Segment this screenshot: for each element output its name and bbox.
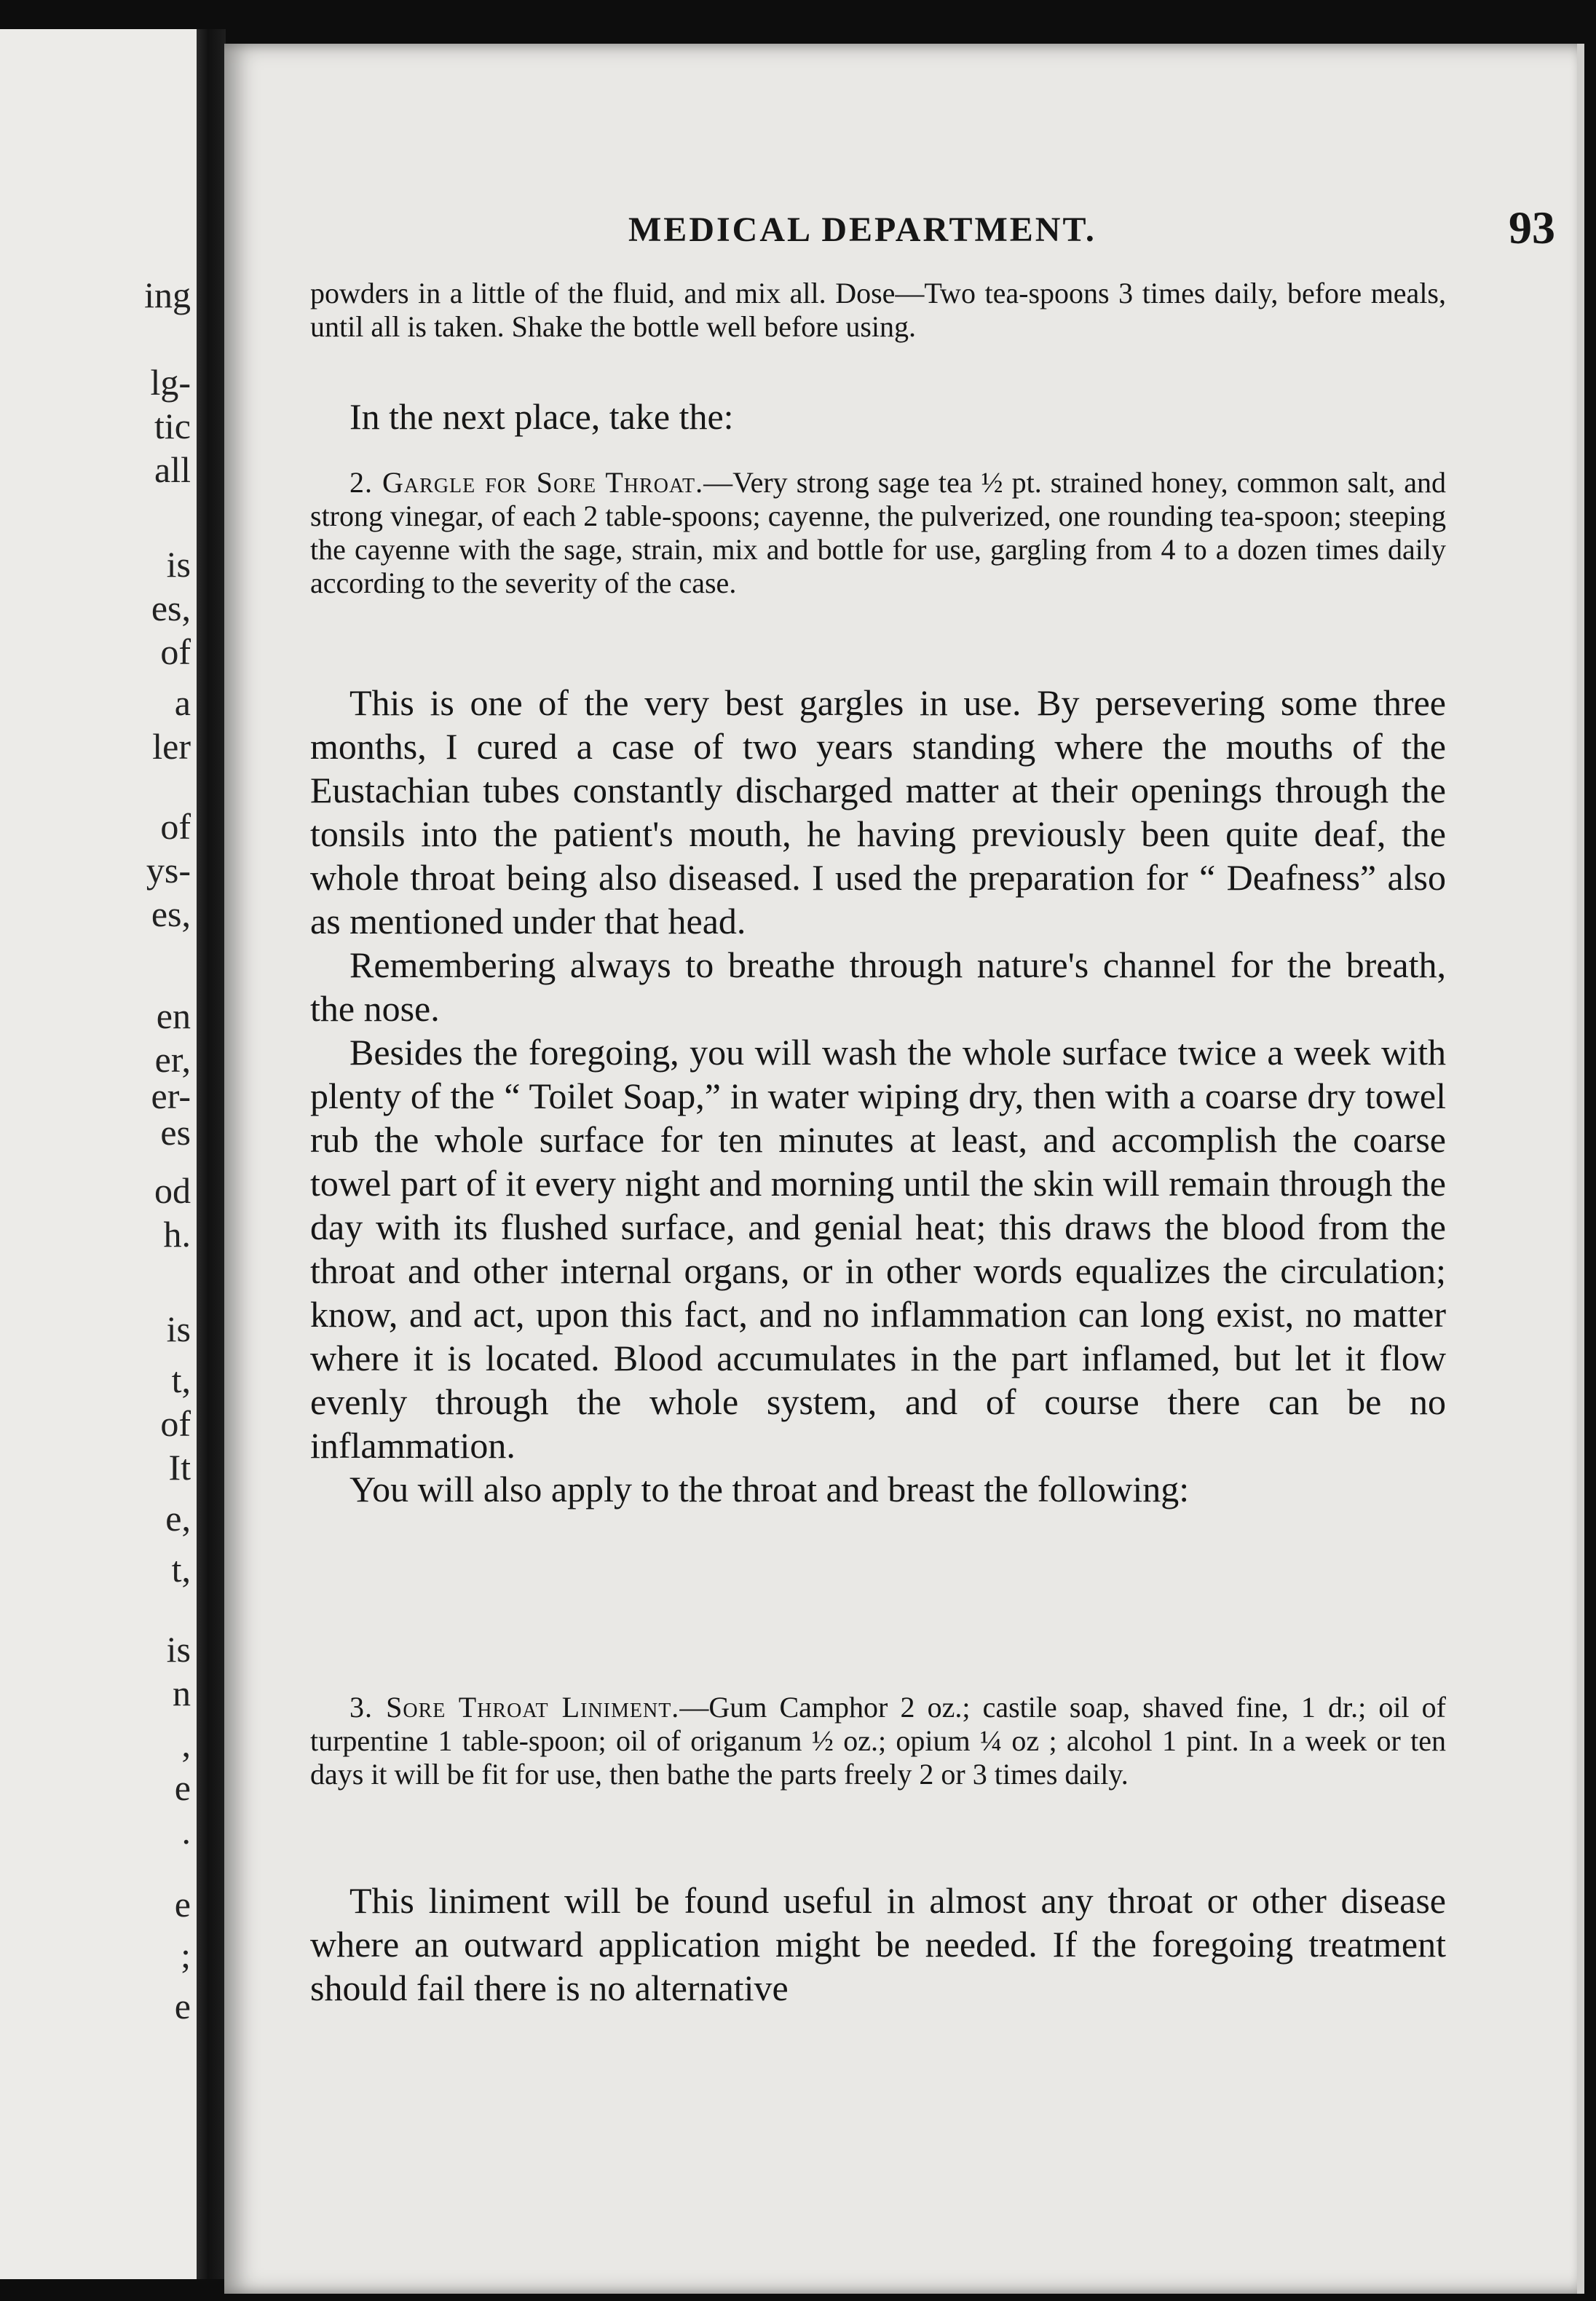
left-page-fragment: es (160, 1112, 191, 1153)
paragraph-apply: You will also apply to the throat and breast the following: (349, 1469, 1190, 1509)
running-head: MEDICAL DEPARTMENT. (628, 210, 1097, 249)
left-page-fragment: It (168, 1447, 191, 1488)
left-page-fragment: all (154, 449, 191, 490)
liniment-recipe (310, 1691, 1446, 1791)
left-page-fragment: t, (171, 1549, 191, 1590)
left-page-fragment: , (181, 1724, 191, 1764)
gargle-recipe (310, 466, 1446, 600)
left-page-fragment: tic (154, 406, 191, 446)
left-page-fragment: er- (151, 1075, 191, 1116)
page-header (224, 202, 1584, 261)
closing-paragraph (310, 1879, 1446, 2010)
gargle-heading: 2. Gargle for Sore Throat. (349, 466, 704, 499)
left-page-fragment: ; (181, 1935, 191, 1976)
left-facing-page (0, 29, 197, 2279)
left-page-fragment: a (174, 682, 191, 723)
left-page-fragment: . (181, 1811, 191, 1852)
left-page-fragment: en (156, 995, 191, 1036)
left-page-fragment: of (160, 631, 191, 672)
left-page-fragment: h. (163, 1214, 191, 1255)
left-page-fragment: es, (151, 893, 191, 934)
intro-paragraph (310, 395, 1446, 438)
continuation-text: powders in a little of the fluid, and mix all. Dose—Two tea-spoons 3 times daily, before meals, until all is taken. Shake the bottle well before using. (310, 277, 1446, 343)
left-page-fragment: n (173, 1673, 191, 1713)
page-edge (1577, 44, 1584, 2294)
page-number: 93 (1509, 202, 1555, 253)
book-page (224, 44, 1584, 2294)
paragraph-breathe: Remembering always to breathe through nature's channel for the breath, the nose. (310, 944, 1446, 1029)
left-page-fragment: e, (165, 1498, 191, 1539)
left-page-fragment: er, (154, 1039, 191, 1080)
left-page-fragment: of (160, 806, 191, 847)
left-page-fragment: of (160, 1403, 191, 1444)
left-page-fragment: es, (151, 588, 191, 628)
paragraph-washing: Besides the foregoing, you will wash the whole surface twice a week with plenty of the “ Toilet Soap,” in water wiping dry, then with a coarse dry towel rub the whole surface for ten minutes at least, and accomplish the coarse towel part of it every night and morning until the skin will remain through the day with its flushed surface, and genial heat; this draws the blood from the throat and other internal organs, or in other words equalizes the circulation; know, and act, upon this fact, and no inflammation can long exist, no matter where it is located. Blood accumulates in the part inflamed, but let it flow evenly through the whole system, and of course there can be no inflammation. (310, 1032, 1446, 1466)
paragraph-liniment-note: This liniment will be found useful in almost any throat or other disease where an outward application might be needed. If the foregoing treatment should fail there is no alternative (310, 1880, 1446, 2008)
left-page-fragment: ler (152, 726, 191, 767)
gargle-body: —Very strong sage tea ½ pt. strained honey, common salt, and strong vinegar, of each 2 table-spoons; cayenne, the pulverized, one rounding tea-spoon; steeping the cayenne with the sage, strain, mix and bottle for use, gargling from 4 to a dozen times daily according to the severity of the case. (310, 466, 1446, 599)
liniment-body: —Gum Camphor 2 oz.; castile soap, shaved fine, 1 dr.; oil of turpentine 1 table-spoon; oil of origanum ½ oz.; opium ¼ oz ; alcohol 1 pint. In a week or ten days it will be fit for use, then bathe the parts freely 2 or 3 times daily. (310, 1691, 1446, 1791)
left-page-fragment: is (166, 1309, 191, 1349)
left-page-fragment: lg- (150, 362, 191, 403)
left-page-fragment: ys- (146, 850, 191, 891)
left-page-fragment: od (154, 1170, 191, 1211)
left-page-fragment: ing (144, 275, 191, 315)
liniment-heading: 3. Sore Throat Liniment. (349, 1691, 680, 1724)
left-page-fragment: t, (171, 1359, 191, 1400)
left-page-fragment: e (174, 1986, 191, 2026)
left-page-fragment: is (166, 1629, 191, 1670)
intro-text: In the next place, take the: (349, 396, 734, 437)
left-page-fragment: e (174, 1767, 191, 1808)
book-gutter (197, 29, 226, 2279)
paragraph-gargle-note: This is one of the very best gargles in use. By persevering some three months, I cured a case of two years standing where the mouths of the Eustachian tubes constantly discharged matter at their openings through the tonsils into the patient's mouth, he having previously been quite deaf, the whole throat being also diseased. I used the preparation for “ Deafness” also as mentioned under that head. (310, 682, 1446, 942)
continuation-paragraph (310, 277, 1446, 344)
left-page-fragment: is (166, 544, 191, 585)
main-paragraphs (310, 681, 1446, 1511)
left-page-fragment: e (174, 1884, 191, 1925)
